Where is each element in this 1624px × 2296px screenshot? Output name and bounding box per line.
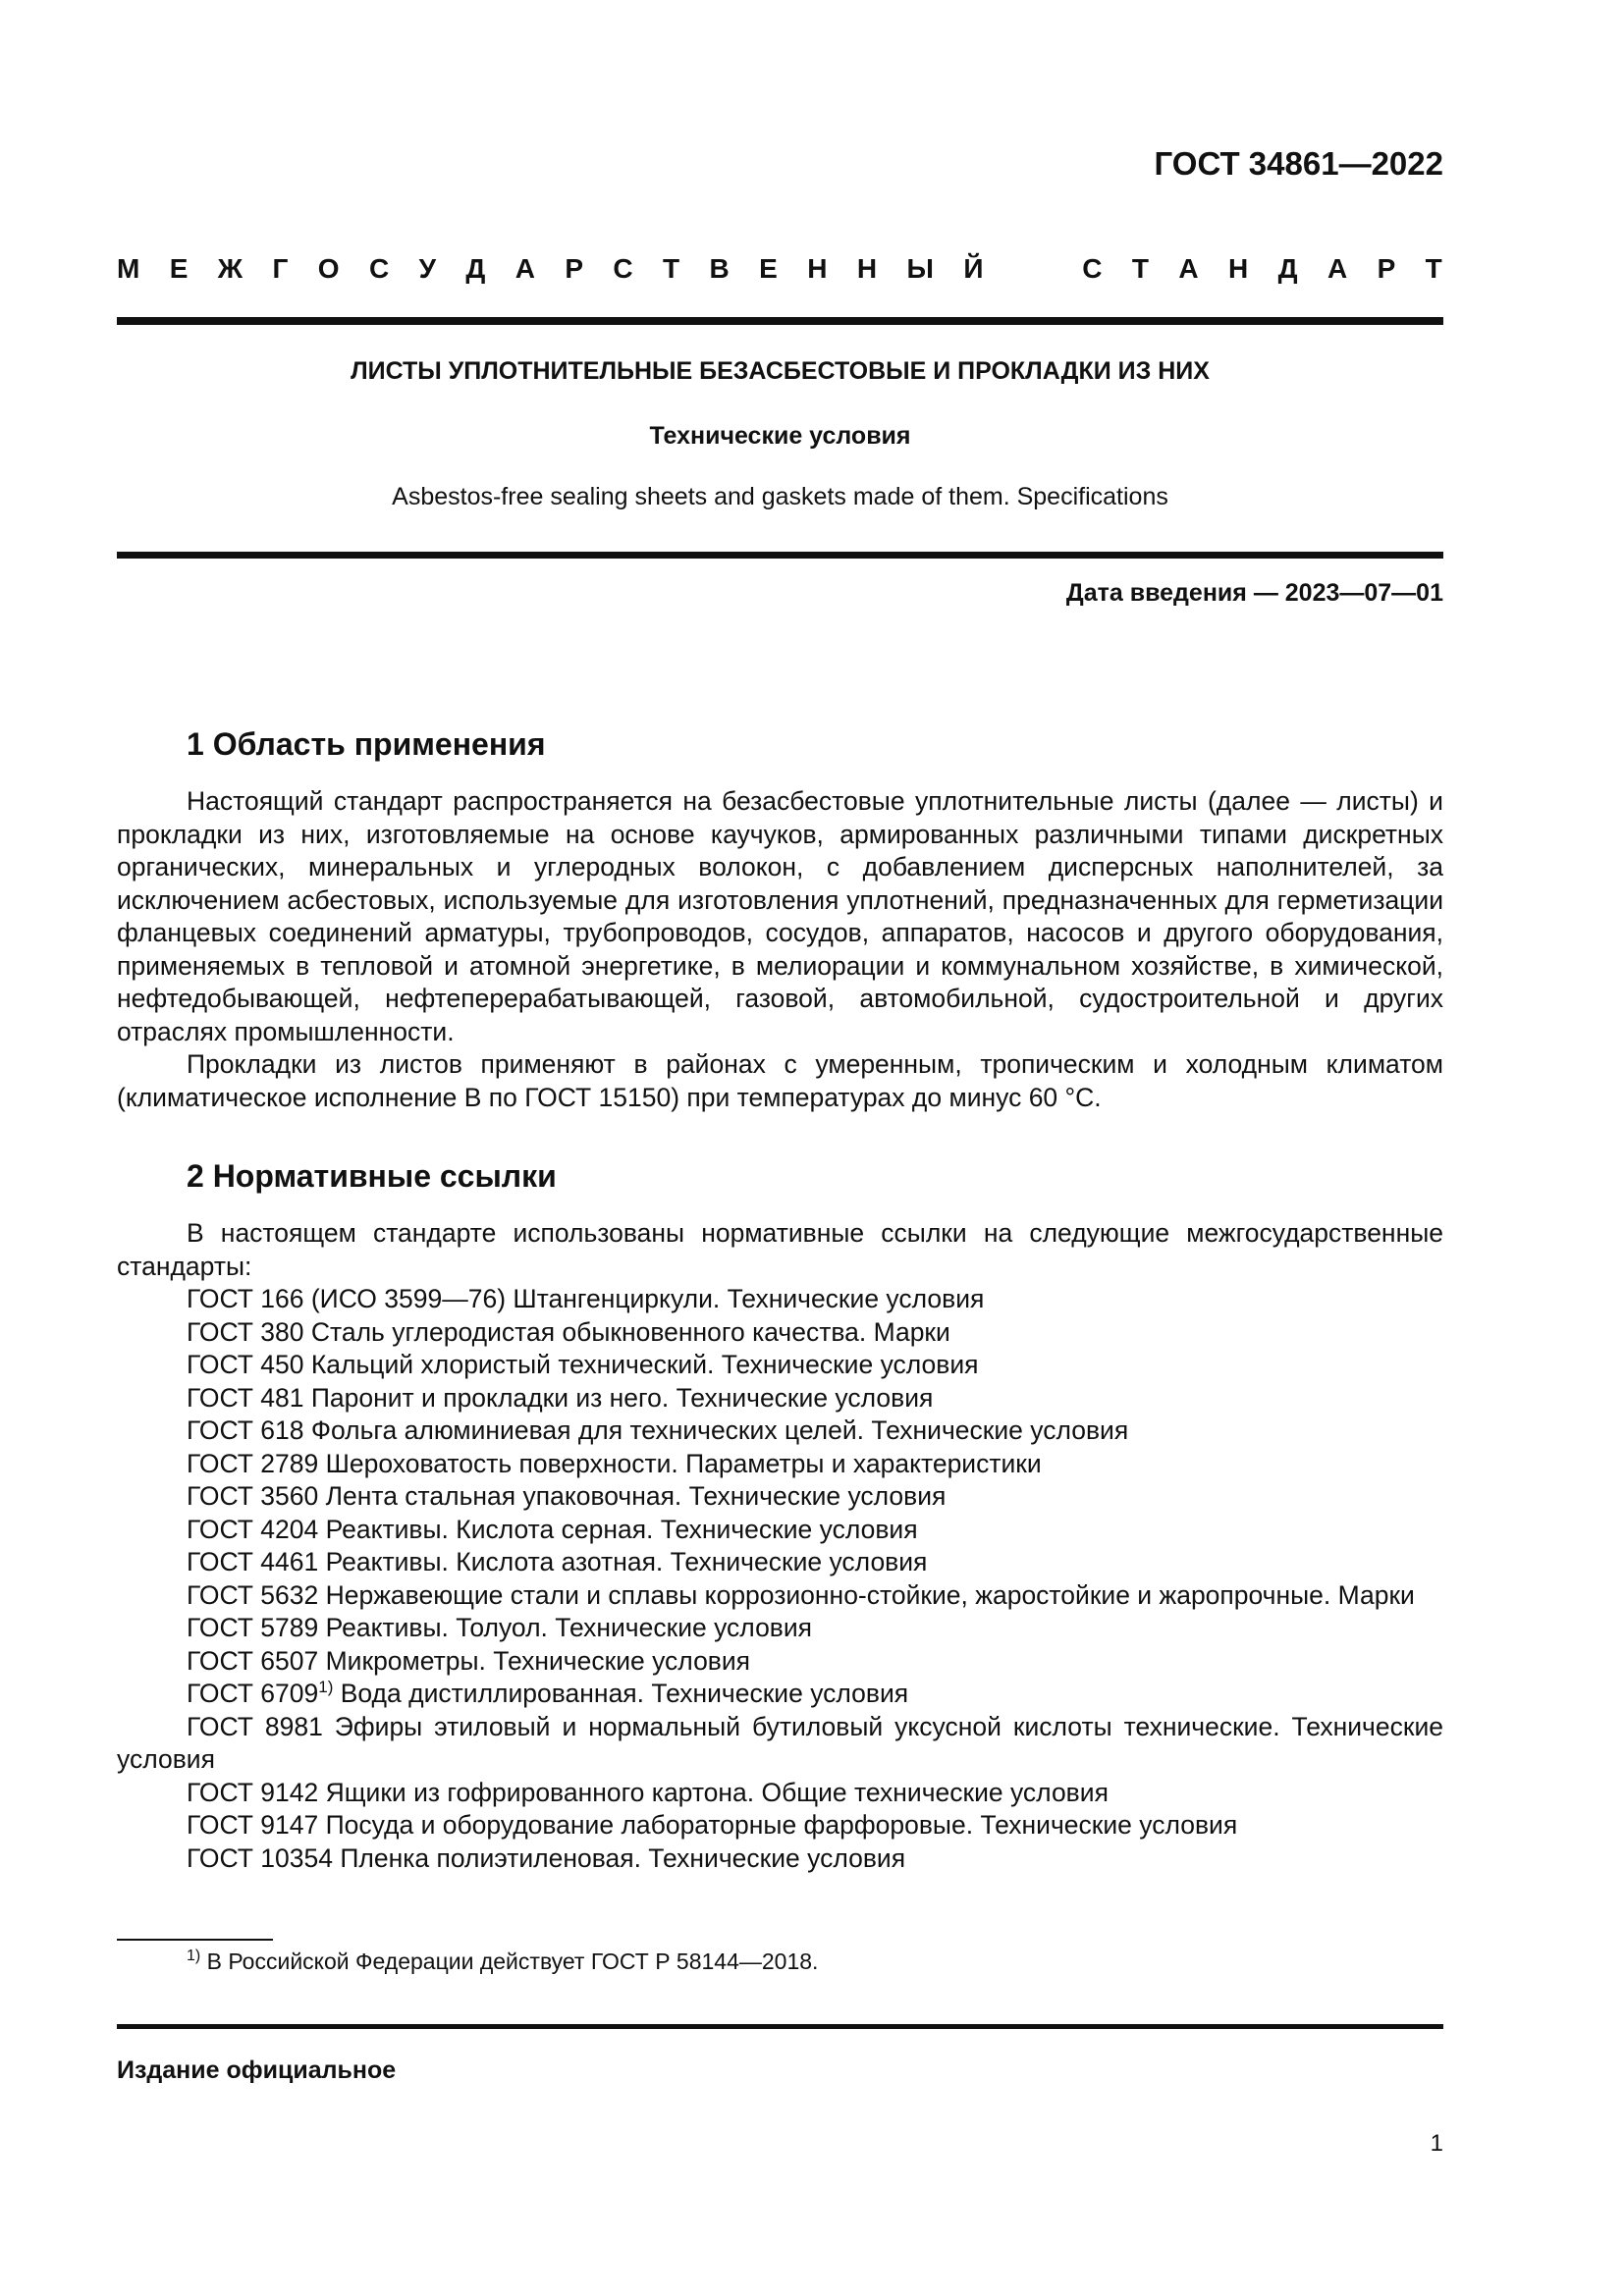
banner-letter: Д bbox=[1277, 253, 1298, 284]
banner-letter: Н bbox=[807, 253, 828, 284]
banner-letter: Ы bbox=[906, 253, 934, 284]
reference-item: ГОСТ 6507 Микрометры. Технические условия bbox=[187, 1645, 751, 1676]
banner-letter: Д bbox=[465, 253, 486, 284]
section-heading-references: 2 Нормативные ссылки bbox=[187, 1158, 557, 1194]
reference-item: ГОСТ 9142 Ящики из гофрированного картона. Общие технические условия bbox=[187, 1777, 1109, 1807]
official-edition-label: Издание официальное bbox=[117, 2056, 397, 2084]
scope-paragraph-climate: Прокладки из листов применяют в районах с умеренным, тропическим и холодным климатом (климатическое исполнение В по ГОСТ 15150) при температурах до минус 60 °С. bbox=[117, 1049, 1443, 1112]
reference-item: ГОСТ 4461 Реактивы. Кислота азотная. Технические условия bbox=[187, 1547, 928, 1576]
banner-letter: Т bbox=[663, 253, 680, 284]
banner-letter: О bbox=[317, 253, 340, 284]
reference-code: ГОСТ 6709 bbox=[187, 1679, 319, 1708]
banner-letter: Н bbox=[1227, 253, 1249, 284]
reference-item: ГОСТ 481 Паронит и прокладки из него. Технические условия bbox=[187, 1382, 934, 1413]
banner-letter: Г bbox=[272, 253, 289, 284]
banner-letter: С bbox=[368, 253, 390, 284]
reference-item: ГОСТ 618 Фольга алюминиевая для технических целей. Технические условия bbox=[187, 1415, 1129, 1445]
standard-type-banner bbox=[117, 253, 1442, 285]
footnote-text: В Российской Федерации действует ГОСТ Р 58144—2018. bbox=[200, 1949, 819, 1974]
reference-item-6709 bbox=[117, 1678, 1443, 1711]
reference-item: ГОСТ 10354 Пленка полиэтиленовая. Технические условия bbox=[187, 1842, 906, 1873]
banner-letter: Р bbox=[1377, 253, 1396, 284]
banner-letter: У bbox=[418, 253, 436, 284]
banner-gap bbox=[1013, 253, 1053, 285]
header-rule bbox=[117, 317, 1443, 325]
introduction-date: Дата введения — 2023—07—01 bbox=[1065, 579, 1443, 607]
banner-letter: А bbox=[1326, 253, 1348, 284]
reference-text: Вода дистиллированная. Технические условия bbox=[333, 1679, 909, 1708]
banner-letter: А bbox=[1178, 253, 1199, 284]
banner-letter: Р bbox=[565, 253, 584, 284]
banner-letter: Е bbox=[759, 253, 778, 284]
banner-letter: Ж bbox=[217, 253, 244, 284]
banner-letter: С bbox=[1082, 253, 1103, 284]
banner-letter: Й bbox=[963, 253, 984, 284]
page-number: 1 bbox=[1430, 2130, 1443, 2157]
scope-paragraph: Настоящий стандарт распространяется на безасбестовые уплотнительные листы (далее — листы) и прокладки из них, изготовляемые на основе каучуков, армированных различными типами дискретных органических, минеральных и углеродных волокон, с добавлением дисперсных наполнителей, за исключением асбестовых, используемые для изготовления уплотнений, предназначенных для герметизации фланцевых соединений арматуры, трубопроводов, сосудов, аппаратов, насосов и другого оборудования, применяемых в тепловой и атомной энергетике, в мелиорации и коммунальном хозяйстве, в химической, нефтедобывающей, нефтеперерабатывающей, газовой, автомобильной, судостроительной и других отраслях промышленности. bbox=[117, 786, 1443, 1046]
banner-letter: В bbox=[709, 253, 730, 284]
reference-item: ГОСТ 5789 Реактивы. Толуол. Технические условия bbox=[187, 1613, 813, 1642]
reference-item: ГОСТ 166 (ИСО 3599—76) Штангенциркули. Технические условия bbox=[187, 1284, 985, 1313]
title-rule bbox=[117, 552, 1443, 559]
footnote-marker: 1) bbox=[318, 1678, 334, 1696]
reference-item: ГОСТ 2789 Шероховатость поверхности. Параметры и характеристики bbox=[187, 1448, 1042, 1478]
document-number: ГОСТ 34861—2022 bbox=[1154, 145, 1443, 182]
banner-letter: М bbox=[117, 253, 140, 284]
reference-item: ГОСТ 380 Сталь углеродистая обыкновенного качества. Марки bbox=[187, 1316, 950, 1347]
references-intro: В настоящем стандарте использованы нормативные ссылки на следующие межгосударственные стандарты: bbox=[117, 1218, 1443, 1281]
reference-item: ГОСТ 9147 Посуда и оборудование лабораторные фарфоровые. Технические условия bbox=[187, 1810, 1238, 1840]
reference-item: ГОСТ 4204 Реактивы. Кислота серная. Технические условия bbox=[187, 1514, 918, 1544]
english-title: Asbestos-free sealing sheets and gaskets made of them. Specifications bbox=[392, 483, 1168, 510]
section-heading-scope: 1 Область применения bbox=[187, 726, 546, 762]
references-list bbox=[117, 1283, 1443, 1875]
banner-letter: Т bbox=[1425, 253, 1442, 284]
footer-rule bbox=[117, 2024, 1443, 2029]
banner-letter: А bbox=[514, 253, 535, 284]
banner-letter: Т bbox=[1131, 253, 1149, 284]
reference-item: ГОСТ 8981 Эфиры этиловый и нормальный бутиловый уксусной кислоты технические. Технические условия bbox=[117, 1711, 1443, 1774]
banner-letter: С bbox=[613, 253, 633, 284]
reference-item: ГОСТ 450 Кальций хлористый технический. Технические условия bbox=[187, 1350, 979, 1379]
document-title: ЛИСТЫ УПЛОТНИТЕЛЬНЫЕ БЕЗАСБЕСТОВЫЕ И ПРОКЛАДКИ ИЗ НИХ bbox=[351, 357, 1210, 385]
footnote bbox=[187, 1949, 818, 1975]
banner-letter: Н bbox=[856, 253, 878, 284]
footnote-mark: 1) bbox=[187, 1948, 201, 1964]
banner-letter: Е bbox=[169, 253, 189, 284]
reference-item: ГОСТ 3560 Лента стальная упаковочная. Технические условия bbox=[187, 1481, 947, 1511]
reference-item: ГОСТ 5632 Нержавеющие стали и сплавы коррозионно-стойкие, жаростойкие и жаропрочные. Марки bbox=[187, 1579, 1415, 1610]
footnote-rule bbox=[117, 1939, 273, 1941]
document-subtitle: Технические условия bbox=[649, 422, 911, 450]
